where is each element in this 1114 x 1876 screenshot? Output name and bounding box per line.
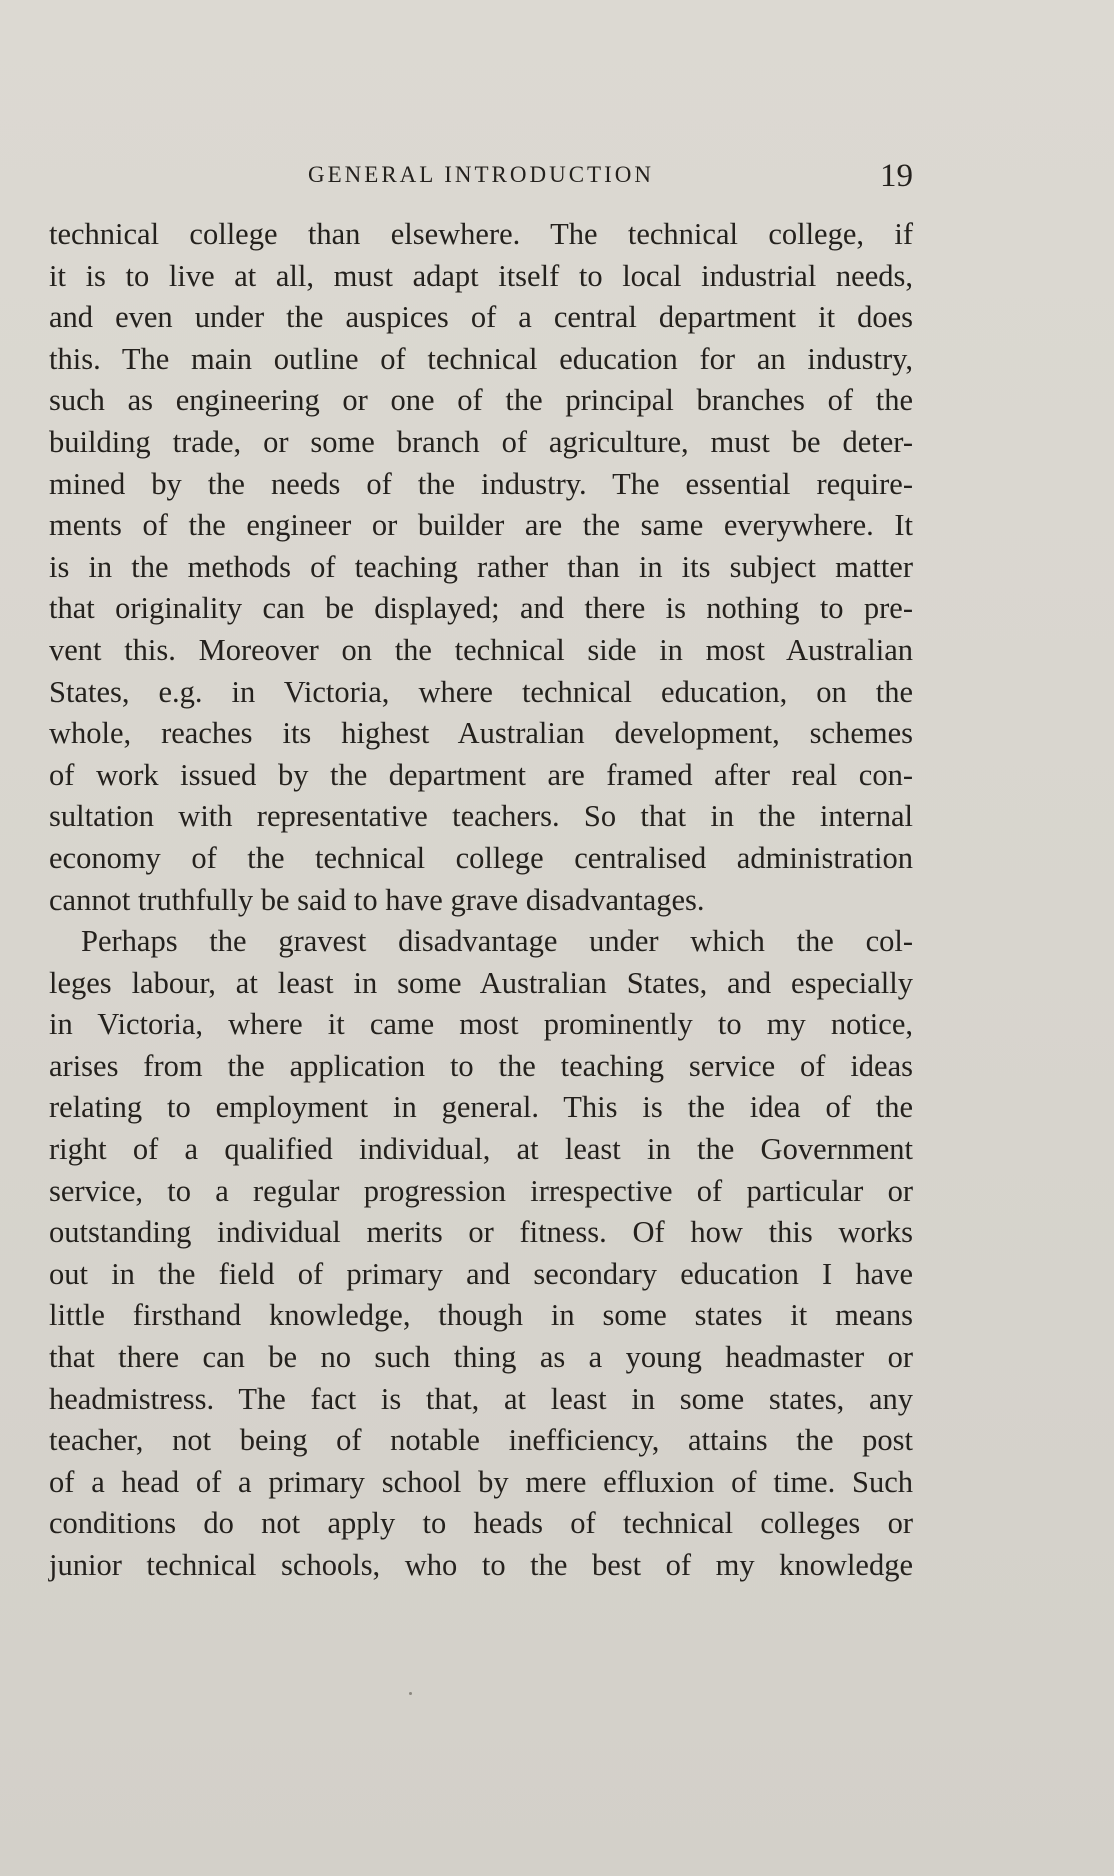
text-line: Perhaps the gravest disadvantage under which the col- — [81, 924, 913, 959]
text-line: building trade, or some branch of agriculture, must be deter- — [49, 424, 913, 459]
text-line: service, to a regular progression irrespective of particular or — [49, 1173, 913, 1208]
text-line: of work issued by the department are framed after real con- — [49, 757, 913, 792]
body-text — [49, 214, 913, 1587]
text-line: junior technical schools, who to the best of my knowledge — [49, 1548, 913, 1582]
running-title: GENERAL INTRODUCTION — [308, 162, 654, 187]
text-line: leges labour, at least in some Australian States, and especially — [49, 965, 913, 1000]
text-line: mined by the needs of the industry. The essential require- — [49, 466, 913, 501]
text-line: whole, reaches its highest Australian development, schemes — [49, 716, 913, 751]
text-line: outstanding individual merits or fitness. Of how this works — [49, 1215, 913, 1250]
text-line: headmistress. The fact is that, at least in some states, any — [49, 1381, 913, 1416]
text-line: in Victoria, where it came most prominently to my notice, — [49, 1007, 913, 1042]
text-line: States, e.g. in Victoria, where technical education, on the — [49, 674, 913, 709]
text-line: little firsthand knowledge, though in some states it means — [49, 1298, 913, 1333]
text-line: it is to live at all, must adapt itself to local industrial needs, — [49, 258, 913, 293]
text-line: and even under the auspices of a central department it does — [49, 300, 913, 335]
text-line: ments of the engineer or builder are the same everywhere. It — [49, 508, 913, 543]
text-line: that there can be no such thing as a young headmaster or — [49, 1340, 913, 1375]
text-line: this. The main outline of technical education for an industry, — [49, 341, 913, 376]
text-line: cannot truthfully be said to have grave disadvantages. — [49, 882, 705, 917]
page-number: 19 — [880, 158, 913, 194]
text-line: that originality can be displayed; and there is nothing to pre- — [49, 591, 913, 626]
text-line: is in the methods of teaching rather than in its subject matter — [49, 549, 913, 584]
text-line: relating to employment in general. This is the idea of the — [49, 1090, 913, 1125]
text-line: conditions do not apply to heads of technical colleges or — [49, 1506, 913, 1541]
text-line: technical college than elsewhere. The technical college, if — [49, 217, 913, 251]
text-line: teacher, not being of notable inefficiency, attains the post — [49, 1423, 913, 1458]
text-line: such as engineering or one of the principal branches of the — [49, 383, 913, 418]
text-line: arises from the application to the teaching service of ideas — [49, 1048, 913, 1083]
text-line: right of a qualified individual, at least in the Government — [49, 1132, 913, 1167]
text-line: economy of the technical college centralised administration — [49, 840, 913, 875]
text-line: vent this. Moreover on the technical side in most Australian — [49, 632, 913, 667]
text-line: out in the field of primary and secondary education I have — [49, 1256, 913, 1291]
text-line: of a head of a primary school by mere effluxion of time. Such — [49, 1464, 913, 1499]
text-line: sultation with representative teachers. So that in the internal — [49, 799, 913, 834]
running-head — [49, 160, 913, 200]
paper-speck — [409, 1692, 412, 1695]
